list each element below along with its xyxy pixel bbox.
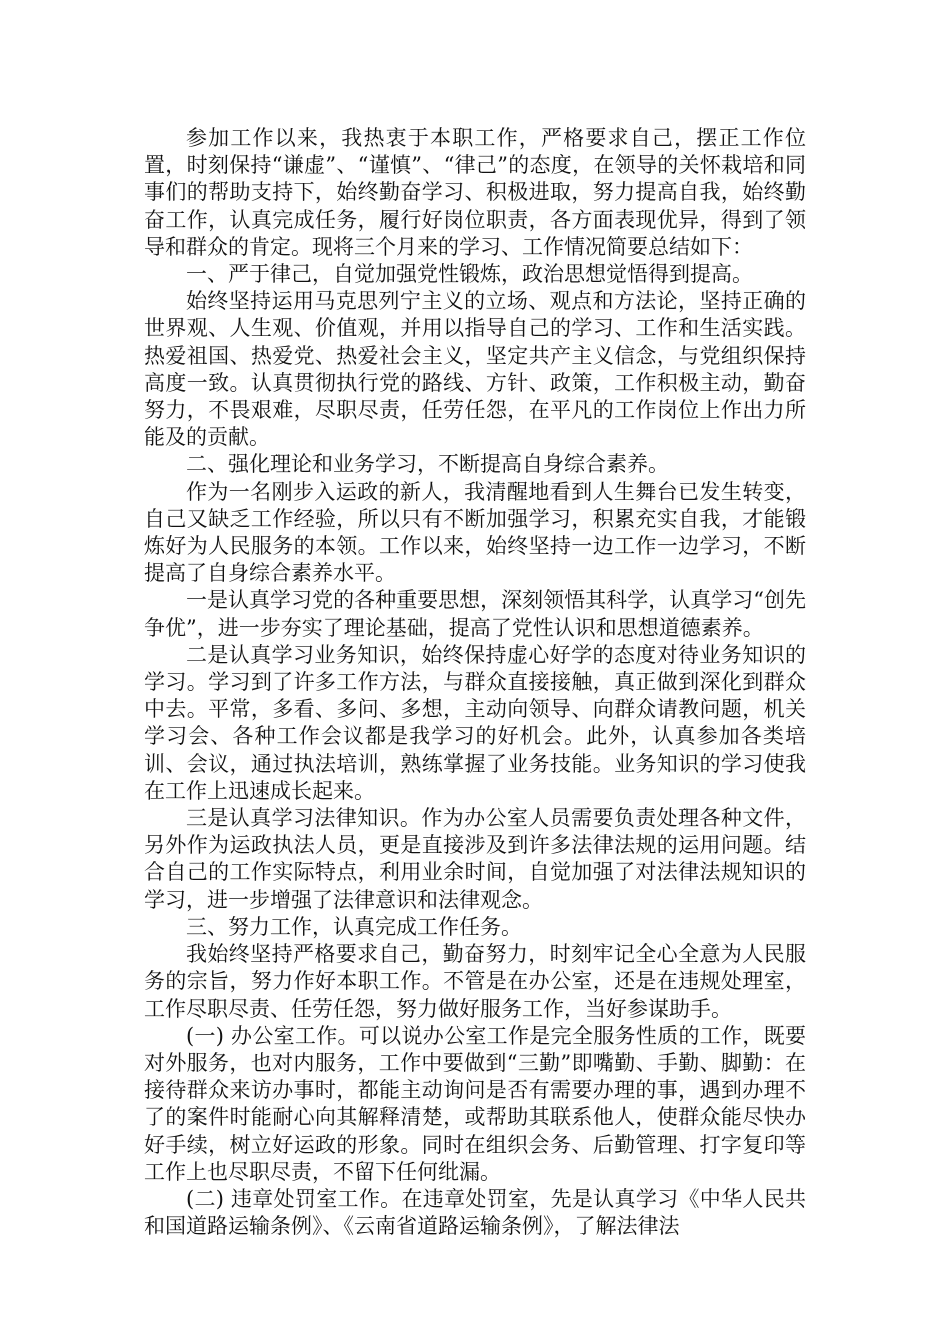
paragraph-study-business: 二是认真学习业务知识，始终保持虚心好学的态度对待业务知识的学习。学习到了许多工作方法，与群众直接接触，真正做到深化到群众中去。平常，多看、多问、多想，主动向领导、向群众请教问题，机关学习会、各种工作会议都是我学习的好机会。此外，认真参加各类培训、会议，通过执法培训，熟练掌握了业务技能。业务知识的学习使我在工作上迅速成长起来。	[144, 642, 806, 803]
paragraph-work-attitude: 我始终坚持严格要求自己，勤奋努力，时刻牢记全心全意为人民服务的宗旨，努力作好本职工作。不管是在办公室，还是在违规处理室，工作尽职尽责、任劳任怨，努力做好服务工作，当好参谋助手。	[144, 942, 806, 1021]
section-heading-3: 三、努力工作，认真完成工作任务。	[186, 914, 522, 939]
paragraph-newcomer: 作为一名刚步入运政的新人，我清醒地看到人生舞台已发生转变，自己又缺乏工作经验，所以只有不断加强学习，积累充实自我，才能锻炼好为人民服务的本领。工作以来，始终坚持一边工作一边学习，不断提高了自身综合素养水平。	[144, 479, 806, 586]
paragraph-study-party: 一是认真学习党的各种重要思想，深刻领悟其科学，认真学习“创先争优”，进一步夯实了理论基础，提高了党性认识和思想道德素养。	[144, 588, 806, 640]
paragraph-penalty-office: (二) 违章处罚室工作。在违章处罚室，先是认真学习《中华人民共和国道路运输条例》、《云南省道路运输条例》，了解法律法	[144, 1186, 806, 1239]
paragraph-office-work: (一) 办公室工作。可以说办公室工作是完全服务性质的工作，既要对外服务，也对内服务，工作中要做到“三勤”即嘴勤、手勤、脚勤：在接待群众来访办事时，都能主动询问是否有需要办理的事，遇到办理不了的案件时能耐心向其解释清楚，或帮助其联系他人，使群众能尽快办好手续，树立好运政的形象。同时在组织会务、后勤管理、打字复印等工作上也尽职尽责，不留下任何纰漏。	[144, 1023, 806, 1184]
paragraph-intro: 参加工作以来，我热衷于本职工作，严格要求自己，摆正工作位置，时刻保持“谦虚”、“谨慎”、“律己”的态度，在领导的关怀栽培和同事们的帮助支持下，始终勤奋学习、积极进取，努力提高自我，始终勤奋工作，认真完成任务，履行好岗位职责，各方面表现优异，得到了领导和群众的肯定。现将三个月来的学习、工作情况简要总结如下：	[144, 126, 806, 259]
document-page	[144, 125, 806, 1240]
paragraph-political: 始终坚持运用马克思列宁主义的立场、观点和方法论，坚持正确的世界观、人生观、价值观，并用以指导自己的学习、工作和生活实践。热爱祖国、热爱党、热爱社会主义，坚定共产主义信念，与党组织保持高度一致。认真贯彻执行党的路线、方针、政策，工作积极主动，勤奋努力，不畏艰难，尽职尽责，任劳任怨，在平凡的工作岗位上作出力所能及的贡献。	[144, 289, 806, 450]
paragraph-study-law: 三是认真学习法律知识。作为办公室人员需要负责处理各种文件，另外作为运政执法人员，更是直接涉及到许多法律法规的运用问题。结合自己的工作实际特点，利用业余时间，自觉加强了对法律法规知识的学习，进一步增强了法律意识和法律观念。	[144, 806, 806, 912]
section-heading-1: 一、严于律己，自觉加强党性锻炼，政治思想觉悟得到提高。	[186, 262, 753, 287]
section-heading-2: 二、强化理论和业务学习，不断提高自身综合素养。	[186, 452, 669, 477]
